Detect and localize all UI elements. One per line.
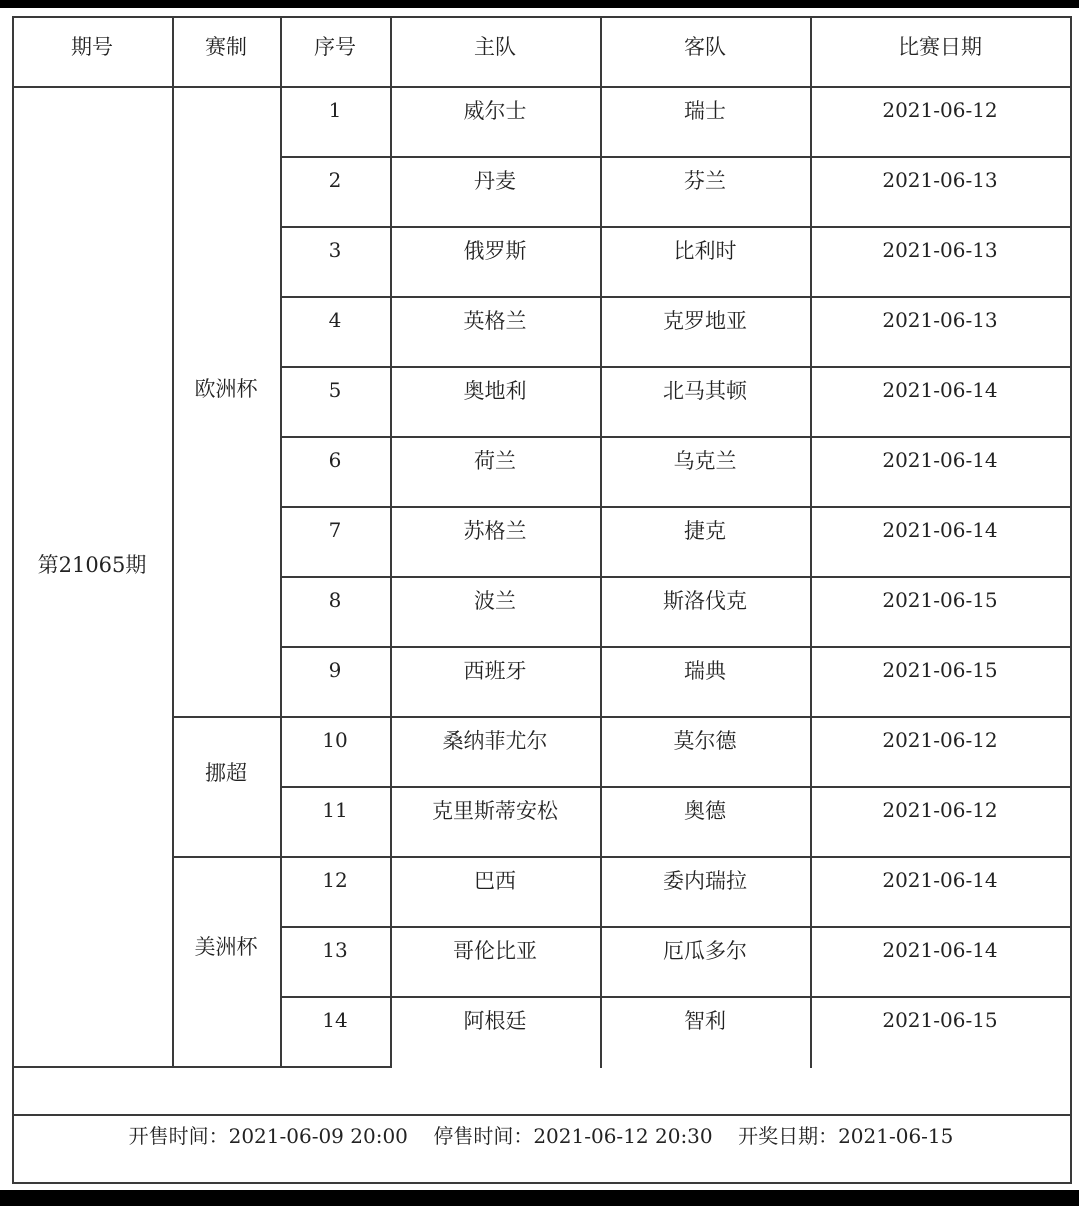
match-home: 哥伦比亚 <box>453 939 537 963</box>
match-seq: 13 <box>322 938 348 962</box>
match-home: 荷兰 <box>474 449 516 473</box>
grid-line-h <box>12 1182 1072 1184</box>
match-away: 智利 <box>684 1009 726 1033</box>
grid-line-h <box>280 926 1072 928</box>
grid-line-h <box>280 436 1072 438</box>
header-format: 赛制 <box>205 35 247 59</box>
grid-line-h <box>280 716 1072 718</box>
match-date: 2021-06-13 <box>882 168 998 192</box>
match-seq: 10 <box>322 728 348 752</box>
match-home: 俄罗斯 <box>463 239 527 263</box>
match-home: 波兰 <box>474 589 516 613</box>
grid-line-h <box>12 86 1072 88</box>
match-away: 克罗地亚 <box>663 309 747 333</box>
grid-line-h <box>280 576 1072 578</box>
match-away: 奥德 <box>684 799 726 823</box>
match-away: 比利时 <box>673 239 737 263</box>
grid-line-v <box>172 16 174 1068</box>
group-euro: 欧洲杯 <box>194 377 258 401</box>
match-away: 委内瑞拉 <box>663 869 747 893</box>
match-home: 苏格兰 <box>463 519 527 543</box>
match-seq: 12 <box>322 868 348 892</box>
group-copa: 美洲杯 <box>194 935 258 959</box>
match-date: 2021-06-12 <box>882 728 998 752</box>
match-date: 2021-06-14 <box>882 518 998 542</box>
match-away: 北马其顿 <box>663 379 747 403</box>
match-away: 瑞典 <box>684 659 726 683</box>
match-away: 瑞士 <box>684 99 726 123</box>
match-home: 西班牙 <box>463 659 527 683</box>
grid-line-h <box>172 856 282 858</box>
match-seq: 1 <box>328 98 342 122</box>
match-date: 2021-06-15 <box>882 588 998 612</box>
match-seq: 3 <box>328 238 342 262</box>
match-away: 芬兰 <box>684 169 726 193</box>
issue-value: 第21065期 <box>37 553 147 577</box>
grid-line-h <box>280 366 1072 368</box>
match-date: 2021-06-12 <box>882 798 998 822</box>
match-seq: 9 <box>328 658 342 682</box>
grid-line-h <box>280 296 1072 298</box>
grid-line-h <box>280 646 1072 648</box>
grid-line-h <box>280 856 1072 858</box>
match-date: 2021-06-12 <box>882 98 998 122</box>
match-date: 2021-06-13 <box>882 238 998 262</box>
header-issue: 期号 <box>71 35 113 59</box>
match-date: 2021-06-15 <box>882 658 998 682</box>
header-date: 比赛日期 <box>898 35 982 59</box>
grid-line-h <box>280 156 1072 158</box>
group-norway: 挪超 <box>205 761 247 785</box>
match-away: 斯洛伐克 <box>663 589 747 613</box>
match-seq: 5 <box>328 378 342 402</box>
header-seq: 序号 <box>314 35 356 59</box>
match-home: 丹麦 <box>474 169 516 193</box>
match-home: 桑纳菲尤尔 <box>442 729 548 753</box>
match-home: 阿根廷 <box>463 1009 527 1033</box>
header-home: 主队 <box>474 35 516 59</box>
match-date: 2021-06-14 <box>882 448 998 472</box>
grid-line-h <box>280 996 1072 998</box>
match-seq: 6 <box>328 448 342 472</box>
match-date: 2021-06-14 <box>882 938 998 962</box>
match-seq: 11 <box>322 798 348 822</box>
match-date: 2021-06-14 <box>882 378 998 402</box>
match-home: 奥地利 <box>463 379 527 403</box>
match-home: 巴西 <box>474 869 516 893</box>
grid-line-h <box>280 226 1072 228</box>
grid-line-h <box>280 786 1072 788</box>
grid-line-h <box>172 716 282 718</box>
match-away: 捷克 <box>684 519 726 543</box>
sale-info: 开售时间：2021-06-09 20:00 停售时间：2021-06-12 20:30 开奖日期：2021-06-15 <box>128 1123 954 1148</box>
match-date: 2021-06-14 <box>882 868 998 892</box>
match-away: 莫尔德 <box>673 729 737 753</box>
match-seq: 4 <box>328 308 342 332</box>
match-away: 乌克兰 <box>673 449 737 473</box>
header-away: 客队 <box>684 35 726 59</box>
lottery-schedule-sheet <box>0 8 1079 1190</box>
match-seq: 8 <box>328 588 342 612</box>
grid-line-h <box>12 1066 392 1068</box>
match-date: 2021-06-13 <box>882 308 998 332</box>
match-home: 英格兰 <box>463 309 527 333</box>
match-home: 克里斯蒂安松 <box>432 799 558 823</box>
match-seq: 14 <box>322 1008 348 1032</box>
match-date: 2021-06-15 <box>882 1008 998 1032</box>
match-seq: 7 <box>328 518 342 542</box>
grid-line-h <box>280 506 1072 508</box>
match-seq: 2 <box>328 168 342 192</box>
match-away: 厄瓜多尔 <box>663 939 747 963</box>
match-home: 威尔士 <box>463 99 527 123</box>
grid-line-v <box>1070 16 1072 1184</box>
